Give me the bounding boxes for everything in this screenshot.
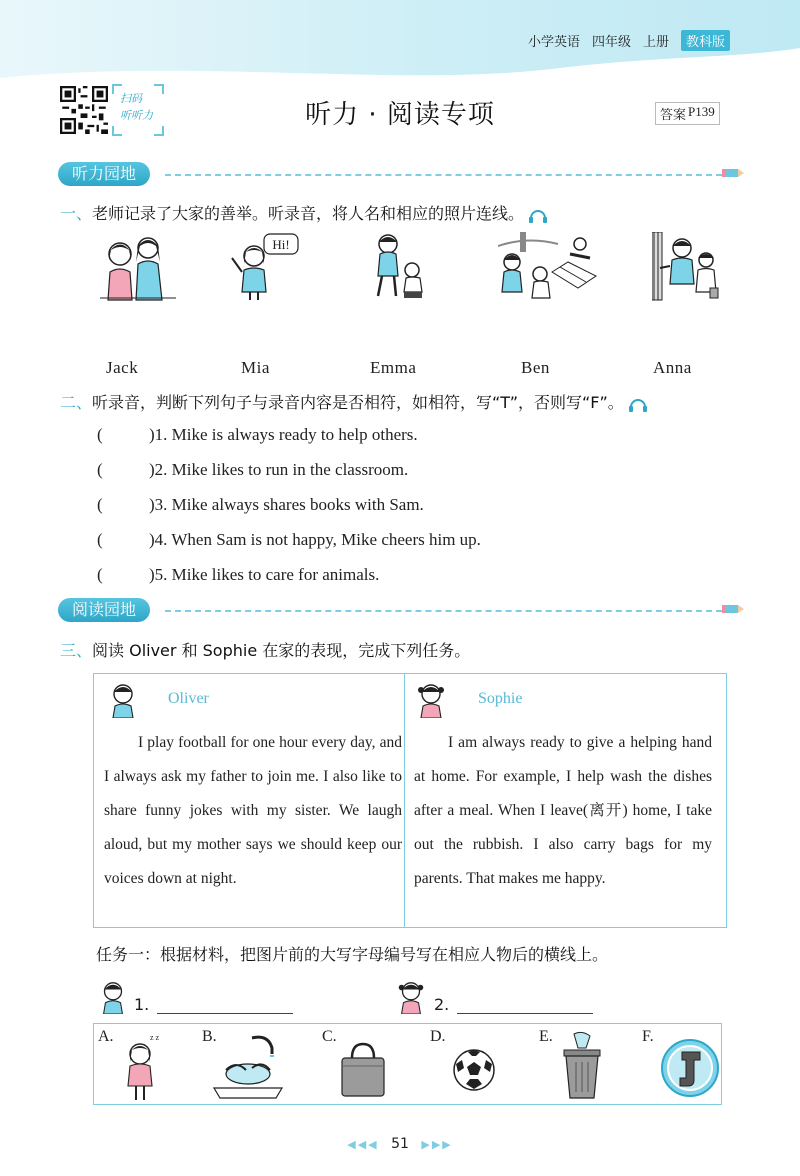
answer-blank-open[interactable]: ( bbox=[97, 495, 103, 514]
section-divider bbox=[165, 174, 722, 176]
statement-4 bbox=[97, 530, 481, 550]
girl-avatar-icon bbox=[418, 682, 444, 718]
answer-line-2[interactable] bbox=[457, 994, 593, 1014]
reading-passages-box bbox=[93, 673, 727, 928]
grade-label: 四年级 bbox=[591, 35, 631, 50]
option-b-picture bbox=[212, 1034, 284, 1102]
question-number: 三、 bbox=[60, 641, 93, 660]
question-3-heading bbox=[60, 638, 470, 661]
question-text: 老师记录了大家的善举。听录音，将人名和相应的照片连线。 bbox=[92, 204, 525, 223]
oliver-name: Oliver bbox=[168, 690, 209, 707]
option-b-label: B. bbox=[202, 1028, 217, 1045]
statement-5 bbox=[97, 565, 379, 585]
option-f-picture bbox=[660, 1038, 720, 1098]
scan-label-line1: 扫码 bbox=[120, 92, 142, 105]
oliver-passage: I play football for one hour every day, and I always ask my father to join me. I also like to share funny jokes with my sister. We laugh aloud, but my mother says we should keep our voices down at night. bbox=[104, 734, 402, 887]
option-a-label: A. bbox=[98, 1028, 114, 1045]
option-c-picture bbox=[338, 1042, 388, 1098]
statement-1 bbox=[97, 425, 418, 445]
pencil-icon bbox=[722, 166, 744, 180]
question-number: 二、 bbox=[60, 393, 93, 412]
boy-avatar-icon bbox=[110, 682, 136, 718]
question-2-heading bbox=[60, 390, 648, 413]
book-info bbox=[528, 30, 730, 51]
sophie-name: Sophie bbox=[478, 690, 523, 707]
photo-girl-waving bbox=[226, 232, 300, 302]
answer-row-oliver bbox=[100, 980, 293, 1014]
scan-label-line2: 听听力 bbox=[120, 109, 153, 122]
headphones-icon bbox=[528, 206, 548, 224]
task-1-instruction: 任务一：根据材料，把图片前的大写字母编号写在相应人物后的横线上。 bbox=[96, 945, 609, 964]
option-c-label: C. bbox=[322, 1028, 337, 1045]
answer-blank-open[interactable]: ( bbox=[97, 425, 103, 444]
headphones-icon bbox=[628, 395, 648, 413]
blank-number-2: 2. bbox=[434, 995, 450, 1014]
statement-text: 2. Mike likes to run in the classroom. bbox=[154, 460, 409, 479]
question-1-heading bbox=[60, 201, 548, 224]
picture-options-box bbox=[93, 1023, 722, 1105]
option-f-label: F. bbox=[642, 1028, 654, 1045]
page-title: 听力 · 阅读专项 bbox=[305, 100, 495, 130]
option-e-picture bbox=[560, 1030, 604, 1100]
answer-blank-close: ) bbox=[149, 495, 155, 514]
photo-girls-sharing bbox=[96, 232, 178, 302]
speech-bubble-text: Hi! bbox=[272, 237, 290, 252]
blank-number-1: 1. bbox=[134, 995, 150, 1014]
answer-blank-close: ) bbox=[149, 565, 155, 584]
answer-blank-open[interactable]: ( bbox=[97, 530, 103, 549]
photo-kids-playing bbox=[498, 232, 602, 302]
answer-blank-open[interactable]: ( bbox=[97, 460, 103, 479]
answer-row-sophie bbox=[396, 980, 593, 1014]
boy-avatar-icon bbox=[100, 980, 126, 1014]
section-tag-reading: 阅读园地 bbox=[58, 598, 150, 622]
edition-badge: 教科版 bbox=[681, 30, 730, 51]
section-divider bbox=[165, 610, 722, 612]
answer-page: P139 bbox=[688, 104, 715, 119]
page-footer bbox=[0, 1136, 800, 1152]
subject-label: 小学英语 bbox=[527, 35, 580, 50]
answer-reference bbox=[655, 102, 720, 125]
option-d-picture bbox=[452, 1048, 496, 1092]
footer-arrows-right: ▶▶▶ bbox=[421, 1138, 453, 1151]
statement-text: 1. Mike is always ready to help others. bbox=[154, 425, 418, 444]
answer-line-1[interactable] bbox=[157, 994, 293, 1014]
name-jack: Jack bbox=[106, 358, 139, 377]
footer-arrows-left: ◀◀◀ bbox=[347, 1138, 379, 1151]
column-divider bbox=[404, 674, 405, 927]
name-mia: Mia bbox=[241, 358, 270, 377]
section-tag-listening: 听力园地 bbox=[58, 162, 150, 186]
pencil-icon bbox=[722, 602, 744, 616]
name-ben: Ben bbox=[521, 358, 550, 377]
volume-label: 上册 bbox=[642, 35, 669, 50]
statement-3 bbox=[97, 495, 424, 515]
photo-boy-door bbox=[652, 232, 722, 302]
statement-text: 5. Mike likes to care for animals. bbox=[154, 565, 380, 584]
option-d-label: D. bbox=[430, 1028, 446, 1045]
photo-boy-helping bbox=[368, 232, 430, 302]
statement-text: 3. Mike always shares books with Sam. bbox=[154, 495, 424, 514]
question-text: 阅读 Oliver 和 Sophie 在家的表现，完成下列任务。 bbox=[92, 641, 471, 660]
sophie-passage: I am always ready to give a helping hand at home. For example, I help wash the dishes after a meal. When I leave(离开) home, I take out the rubbish. I also carry bags for my parents. That makes me happy. bbox=[414, 734, 712, 887]
girl-avatar-icon bbox=[396, 980, 426, 1014]
question-number: 一、 bbox=[60, 204, 93, 223]
answer-label: 答案 bbox=[660, 108, 687, 123]
page-number: 51 bbox=[391, 1136, 409, 1152]
statement-text: 4. When Sam is not happy, Mike cheers him up. bbox=[154, 530, 481, 549]
option-e-label: E. bbox=[539, 1028, 553, 1045]
answer-blank-close: ) bbox=[149, 460, 155, 479]
answer-blank-open[interactable]: ( bbox=[97, 565, 103, 584]
name-anna: Anna bbox=[653, 358, 692, 377]
statement-2 bbox=[97, 460, 408, 480]
svg-text:z z: z z bbox=[150, 1033, 160, 1042]
option-a-picture bbox=[120, 1030, 160, 1102]
name-emma: Emma bbox=[370, 358, 417, 377]
answer-blank-close: ) bbox=[149, 425, 155, 444]
answer-blank-close: ) bbox=[149, 530, 155, 549]
question-text: 听录音，判断下列句子与录音内容是否相符，如相符，写“T”，否则写“F”。 bbox=[92, 393, 624, 412]
